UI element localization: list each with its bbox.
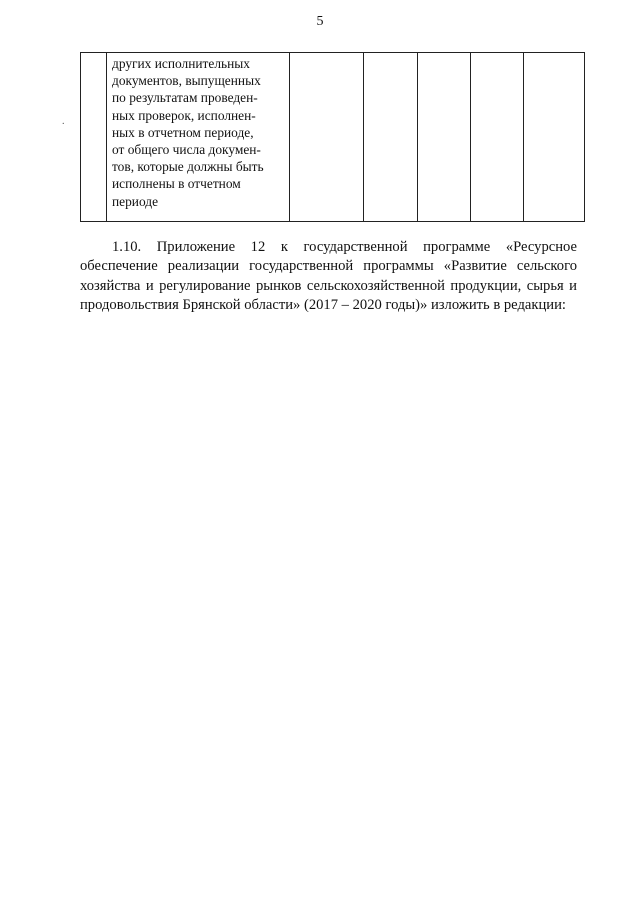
table-cell-empty xyxy=(524,53,585,222)
table-cell-indicator-description: других исполнительных документов, выпущенных по результатам проведен- ных проверок, исполнен- ных в отчетном периоде, от общего числа докумен- тов, которые должны быть исполнены в отчетном периоде xyxy=(107,53,290,222)
table-row xyxy=(81,53,585,222)
indicators-table-continuation xyxy=(80,52,585,222)
page-number: 5 xyxy=(316,14,324,29)
stray-mark: . xyxy=(62,116,65,127)
table-cell-empty xyxy=(471,53,524,222)
table-cell-empty xyxy=(290,53,364,222)
table-cell-number xyxy=(81,53,107,222)
table-cell-empty xyxy=(364,53,418,222)
amendment-paragraph: 1.10. Приложение 12 к государственной программе «Ресурсное обеспечение реализации государственной программы «Развитие сельского хозяйства и регулирование рынков сельскохозяйственной продукции, сырья и продовольствия Брянской области» (2017 – 2020 годы)» изложить в редакции: xyxy=(80,239,577,313)
table-cell-empty xyxy=(418,53,471,222)
